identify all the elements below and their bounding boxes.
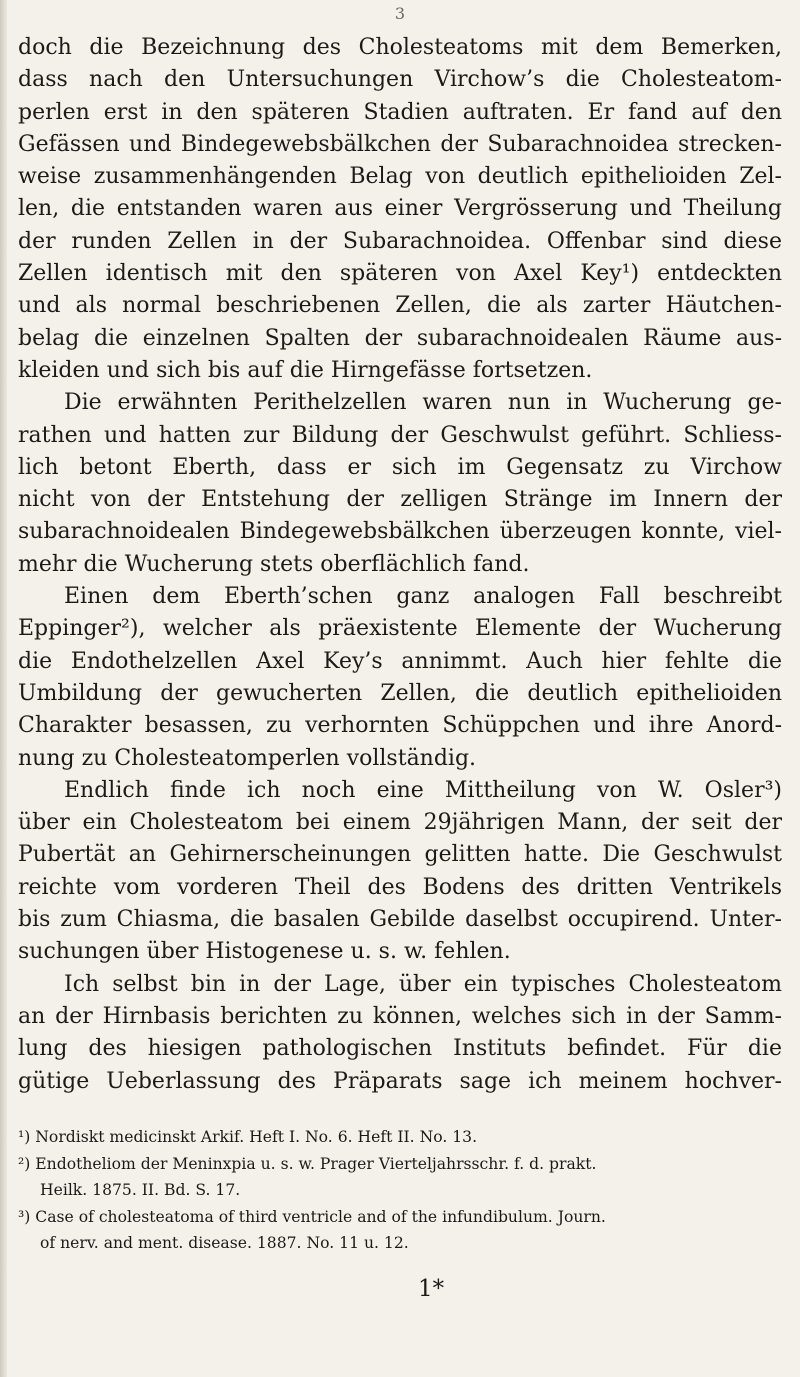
text-line: doch die Bezeichnung des Cholesteatoms mit dem Bemerken,: [18, 35, 782, 60]
text-line: weise zusammenhängenden Belag von deutlich epithelioiden Zel-: [18, 164, 782, 190]
footnote-line: ²) Endotheliom der Meninxpia u. s. w. Prager Vierteljahrsschr. f. d. prakt.: [18, 1154, 597, 1173]
text-line: reichte vom vorderen Theil des Bodens des dritten Ventrikels: [18, 874, 782, 900]
footnote-line: ¹) Nordiskt medicinskt Arkif. Heft I. No. 6. Heft II. No. 13.: [18, 1128, 478, 1146]
text-line: Endlich finde ich noch eine Mittheilung von W. Osler³): [64, 777, 782, 803]
text-line: kleiden und sich bis auf die Hirngefässe fortsetzen.: [18, 357, 593, 383]
text-line: und als normal beschriebenen Zellen, die als zarter Häutchen-: [18, 293, 782, 319]
text-line: Charakter besassen, zu verhornten Schüppchen und ihre Anord-: [18, 713, 782, 739]
page-number: 3: [394, 4, 406, 23]
text-line: Eppinger²), welcher als präexistente Elemente der Wucherung: [18, 616, 782, 642]
text-line: lung des hiesigen pathologischen Instituts befindet. Für die: [18, 1036, 782, 1062]
text-line: der runden Zellen in der Subarachnoidea. Offenbar sind diese: [18, 228, 782, 254]
text-line: Umbildung der gewucherten Zellen, die deutlich epithelioiden: [18, 680, 782, 706]
text-line: Einen dem Eberth’schen ganz analogen Fall beschreibt: [64, 584, 782, 610]
text-line: über ein Cholesteatom bei einem 29jährigen Mann, der seit der: [18, 810, 782, 836]
text-line: Gefässen und Bindegewebsbälkchen der Subarachnoidea strecken-: [18, 131, 782, 157]
text-line: gütige Ueberlassung des Präparats sage ich meinem hochver-: [18, 1068, 782, 1094]
text-line: dass nach den Untersuchungen Virchow’s die Cholesteatom-: [18, 67, 782, 93]
text-line: die Endothelzellen Axel Key’s annimmt. Auch hier fehlte die: [18, 648, 782, 674]
footnote-line: ³) Case of cholesteatoma of third ventricle and of the infundibulum. Journ.: [18, 1207, 606, 1226]
text-line: perlen erst in den späteren Stadien auftraten. Er fand auf den: [18, 99, 782, 125]
footnotes: [18, 1124, 782, 1257]
footnote-line: of nerv. and ment. disease. 1887. No. 11 u. 12.: [40, 1234, 409, 1252]
text-line: suchungen über Histogenese u. s. w. fehlen.: [18, 939, 511, 965]
text-line: Die erwähnten Perithelzellen waren nun in Wucherung ge-: [64, 390, 782, 416]
text-line: Pubertät an Gehirnerscheinungen gelitten hatte. Die Geschwulst: [18, 842, 782, 868]
text-line: nung zu Cholesteatomperlen vollständig.: [18, 745, 477, 771]
body-text: [18, 32, 782, 1098]
page-edge-shadow: [0, 0, 7, 1377]
text-line: lich betont Eberth, dass er sich im Gegensatz zu Virchow: [18, 454, 782, 480]
text-line: bis zum Chiasma, die basalen Gebilde daselbst occupirend. Unter-: [18, 907, 782, 933]
text-line: rathen und hatten zur Bildung der Geschwulst geführt. Schliess-: [18, 422, 782, 448]
text-line: mehr die Wucherung stets oberflächlich fand.: [18, 551, 530, 577]
text-line: Zellen identisch mit den späteren von Axel Key¹) entdeckten: [18, 261, 782, 287]
text-line: nicht von der Entstehung der zelligen Stränge im Innern der: [18, 487, 782, 513]
text-line: len, die entstanden waren aus einer Vergrösserung und Theilung: [18, 196, 782, 222]
text-line: an der Hirnbasis berichten zu können, welches sich in der Samm-: [18, 1003, 782, 1029]
text-line: Ich selbst bin in der Lage, über ein typisches Cholesteatom: [64, 971, 782, 997]
footnote-line: Heilk. 1875. II. Bd. S. 17.: [40, 1181, 241, 1199]
signature-mark: 1*: [418, 1276, 445, 1302]
text-line: belag die einzelnen Spalten der subarachnoidealen Räume aus-: [18, 325, 782, 351]
text-line: subarachnoidealen Bindegewebsbälkchen überzeugen konnte, viel-: [18, 519, 782, 545]
